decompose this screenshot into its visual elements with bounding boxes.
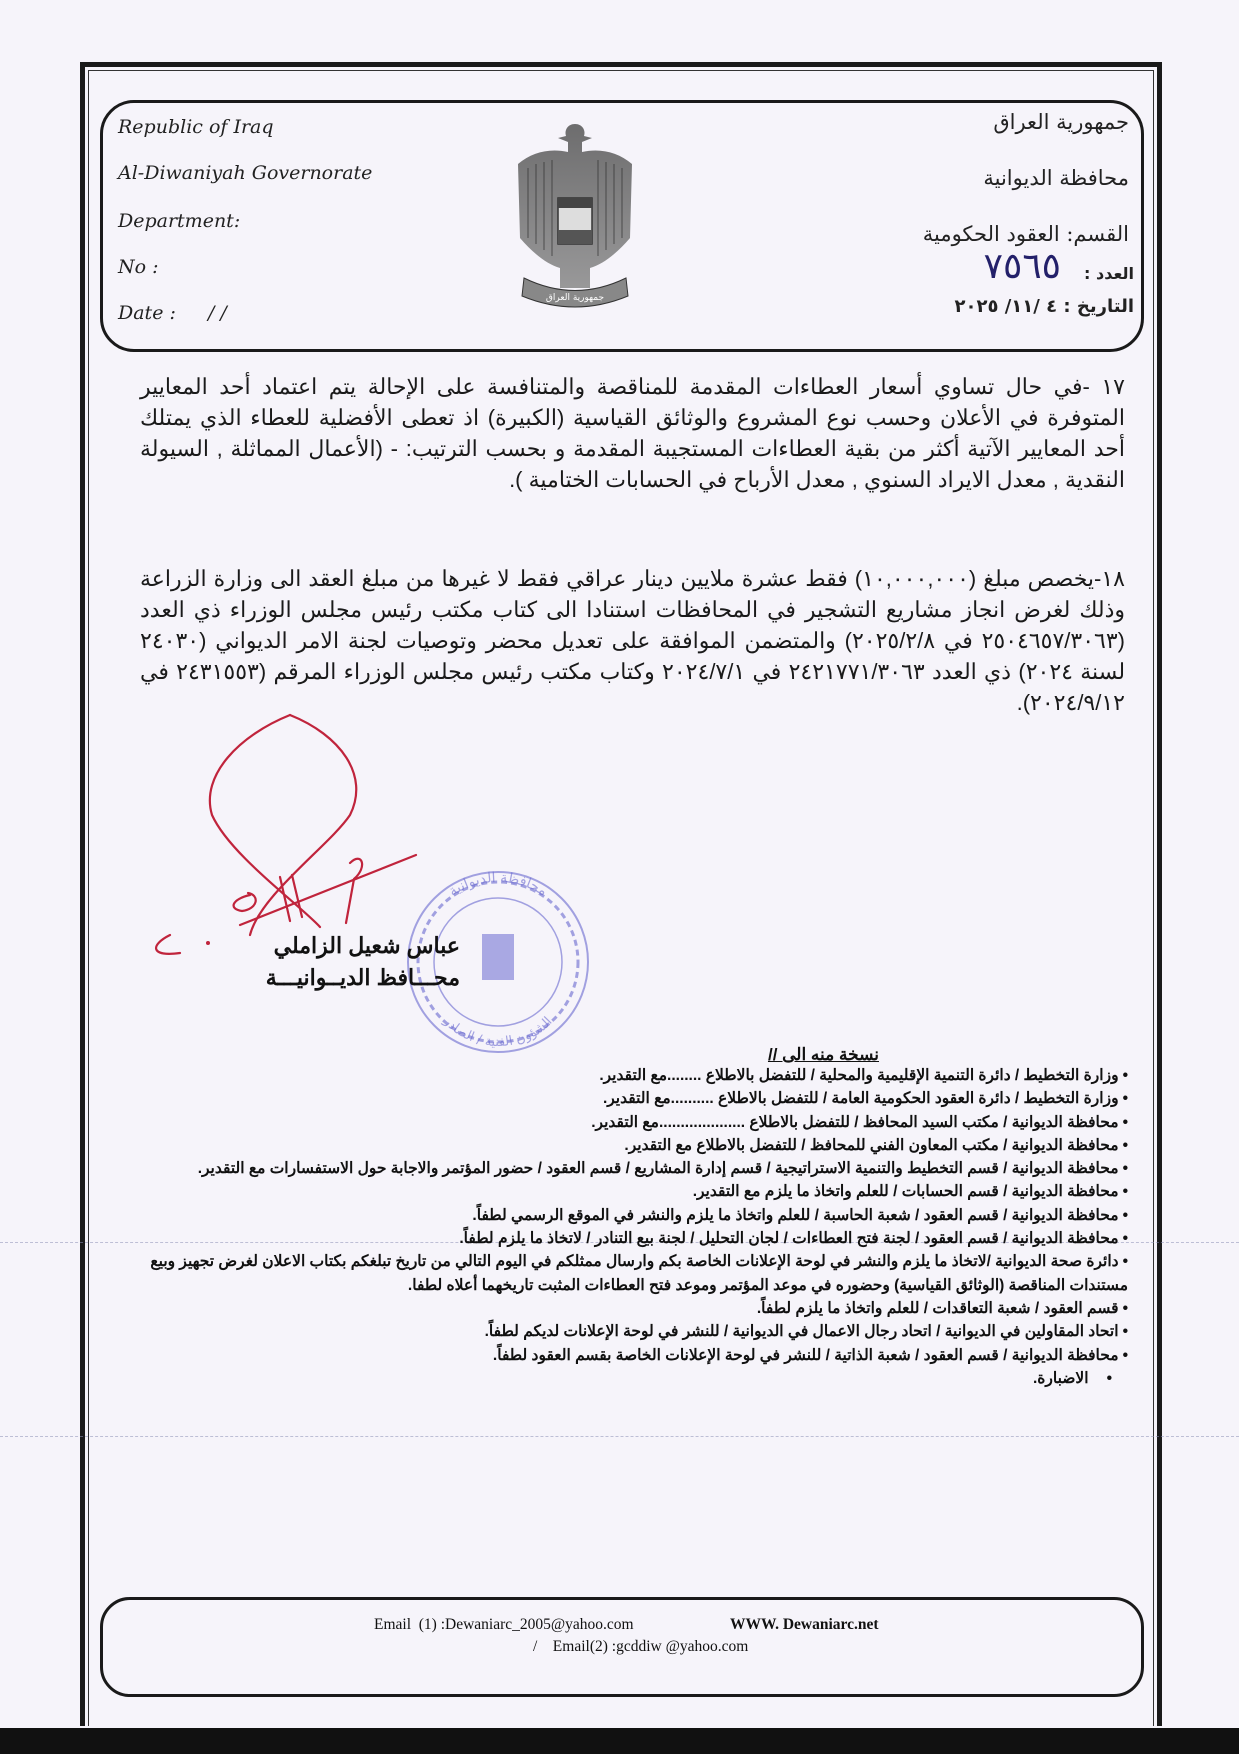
copies-list	[140, 1064, 1128, 1390]
header-date-ar	[955, 296, 1135, 317]
scan-top-margin	[0, 0, 1239, 14]
header-date-value-ar: ٤ /١١/ ٢٠٢٥	[954, 296, 1058, 317]
bullet-icon: •	[1122, 1183, 1128, 1201]
bullet-icon: •	[1106, 1369, 1112, 1387]
copies-item: •قسم العقود / شعبة التعاقدات / للعلم واتخاذ ما يلزم لطفاً.	[140, 1297, 1128, 1320]
iraq-eagle-emblem-icon	[510, 118, 640, 318]
copies-title: نسخة منه الى //	[767, 1045, 879, 1064]
bullet-icon: •	[1122, 1323, 1128, 1341]
copies-item: •محافظة الديوانية / قسم العقود / لجنة فتح العطاءات / لجان التحليل / لجنة بيع التنادر / لاتخاذ ما يلزم لطفاً.	[140, 1227, 1128, 1250]
signatory-name: عباس شعيل الزاملي	[273, 933, 460, 958]
bullet-icon: •	[1122, 1299, 1128, 1317]
svg-text:محافظة الديوانية	[446, 870, 550, 900]
footer-email-2: / Email(2) :gcddiw @yahoo.com	[533, 1638, 749, 1655]
header-number-en: No :	[118, 256, 159, 278]
header-date-label-en: Date :	[118, 302, 176, 324]
copies-item: •محافظة الديوانية / مكتب السيد المحافظ / للتفضل بالاطلاع ....................مع التقدير.	[140, 1111, 1128, 1134]
header-number-label-ar: العدد :	[1084, 264, 1134, 283]
bullet-icon: •	[1122, 1067, 1128, 1084]
header-department-en: Department:	[118, 210, 241, 232]
signatory-block	[250, 930, 460, 994]
stamp-text-bottom: الشؤون الفنية / الصادر	[440, 1014, 556, 1051]
signatory-title: محـــافظ الديــوانيـــة	[265, 965, 460, 990]
clause-18: ١٨-يخصص مبلغ (١٠,٠٠٠,٠٠٠) فقط عشرة ملايين دينار عراقي فقط لا غيرها من مبلغ العقد الى وزارة الزراعة وذلك لغرض انجاز مشاريع التشجير في المحافظات استنادا الى كتاب مكتب رئيس مجلس الوزراء ذي العدد (٢٥٠٤٦٥٧/٣٠٦٣ في ٢٠٢٥/٢/٨) والمتضمن الموافقة على تعديل محضر وتوصيات لجنة الامر الديواني (٢٤٠٣٠ لسنة ٢٠٢٤) ذي العدد ٢٤٢١٧٧١/٣٠٦٣ في ٢٠٢٤/٧/١ وكتاب مكتب رئيس مجلس الوزراء المرقم (٢٤٣١٥٥٣ في ٢٠٢٤/٩/١٢).	[140, 566, 1126, 715]
copies-item: •محافظة الديوانية / مكتب المعاون الفني للمحافظ / للتفضل بالاطلاع مع التقدير.	[140, 1134, 1128, 1157]
bullet-icon: •	[1122, 1113, 1128, 1131]
emblem-caption: جمهورية العراق	[545, 293, 605, 303]
copies-item: •وزارة التخطيط / دائرة التنمية الإقليمية والمحلية / للتفضل بالاطلاع ........مع التقدير.	[140, 1064, 1128, 1087]
scan-bottom-edge	[0, 1728, 1239, 1754]
bullet-icon: •	[1122, 1253, 1128, 1271]
copies-item: •اتحاد المقاولين في الديوانية / اتحاد رجال الاعمال في الديوانية / للنشر في لوحة الإعلانات لديكم لطفاً.	[140, 1320, 1128, 1343]
header-date-en	[118, 302, 227, 324]
bullet-icon: •	[1122, 1230, 1128, 1248]
bullet-icon: •	[1122, 1090, 1128, 1108]
bullet-icon: •	[1122, 1346, 1128, 1364]
header-governorate-en: Al-Diwaniyah Governorate	[118, 162, 373, 184]
copies-item: •محافظة الديوانية / قسم الحسابات / للعلم واتخاذ ما يلزم مع التقدير.	[140, 1180, 1128, 1203]
stamp-text-top: محافظة الديوانية	[445, 869, 551, 900]
copies-item: •الاضبارة.	[140, 1367, 1128, 1390]
bullet-icon: •	[1122, 1206, 1128, 1224]
scan-artifact-line	[0, 1436, 1239, 1437]
copies-item: •دائرة صحة الديوانية /لاتخاذ ما يلزم والنشر في لوحة الإعلانات الخاصة بكم وارسال ممثلكم في اليوم التالي من تاريخ تبلغكم بكتاب الاعلان لغرض تجهيز وبيع مستندات المناقصة (الوثائق القياسية) وحضوره في موعد المؤتمر وموعد فتح العطاءات المثبت تاريخهما أعلاه لطفا.	[140, 1250, 1128, 1297]
copies-item: •محافظة الديوانية / قسم التخطيط والتنمية الاستراتيجية / قسم إدارة المشاريع / قسم العقود / حضور المؤتمر والاجابة حول الاستفسارات مع التقدير.	[140, 1157, 1128, 1180]
copies-item: •محافظة الديوانية / قسم العقود / شعبة الذاتية / للنشر في لوحة الإعلانات الخاصة بقسم العقود لطفاً.	[140, 1344, 1128, 1367]
footer-email-1: Email (1) :Dewaniarc_2005@yahoo.com	[374, 1616, 634, 1633]
svg-text:الشؤون الفنية / الصادر	[440, 1014, 556, 1051]
clause-17: ١٧ -في حال تساوي أسعار العطاءات المقدمة للمناقصة والمتنافسة على الإحالة يتم اعتماد أحد المعايير المتوفرة في الأعلان وحسب نوع المشروع والوثائق القياسية (الكبيرة) اذ تعطى الأفضلية للعطاء الذي يمتلك أحد المعايير الآتية أكثر من بقية العطاءات المستجيبة المقدمة و بحسب الترتيب: - (الأعمال المماثلة , السيولة النقدية , معدل الايراد السنوي , معدل الأرباح في الحسابات الختامية ).	[140, 374, 1125, 492]
footer-website: WWW. Dewaniarc.net	[730, 1616, 879, 1633]
governor-signature	[140, 695, 440, 955]
bullet-icon: •	[1122, 1160, 1128, 1178]
header-country-en: Republic of Iraq	[118, 116, 274, 138]
header-department-ar: القسم: العقود الحكومية	[922, 222, 1129, 246]
header-date-label-ar: التاريخ :	[1063, 296, 1134, 317]
copies-item: •وزارة التخطيط / دائرة العقود الحكومية العامة / للتفضل بالاطلاع ..........مع التقدير.	[140, 1087, 1128, 1110]
header-date-slashes-en: / /	[207, 302, 227, 324]
header-country-ar: جمهورية العراق	[993, 110, 1129, 134]
header-number-value-ar: ٧٥٦٥	[983, 246, 1061, 287]
bullet-icon: •	[1122, 1136, 1128, 1154]
header-governorate-ar: محافظة الديوانية	[983, 166, 1129, 190]
copies-item: •محافظة الديوانية / قسم العقود / شعبة الحاسبة / للعلم واتخاذ ما يلزم والنشر في الموقع الرسمي لطفاً.	[140, 1204, 1128, 1227]
